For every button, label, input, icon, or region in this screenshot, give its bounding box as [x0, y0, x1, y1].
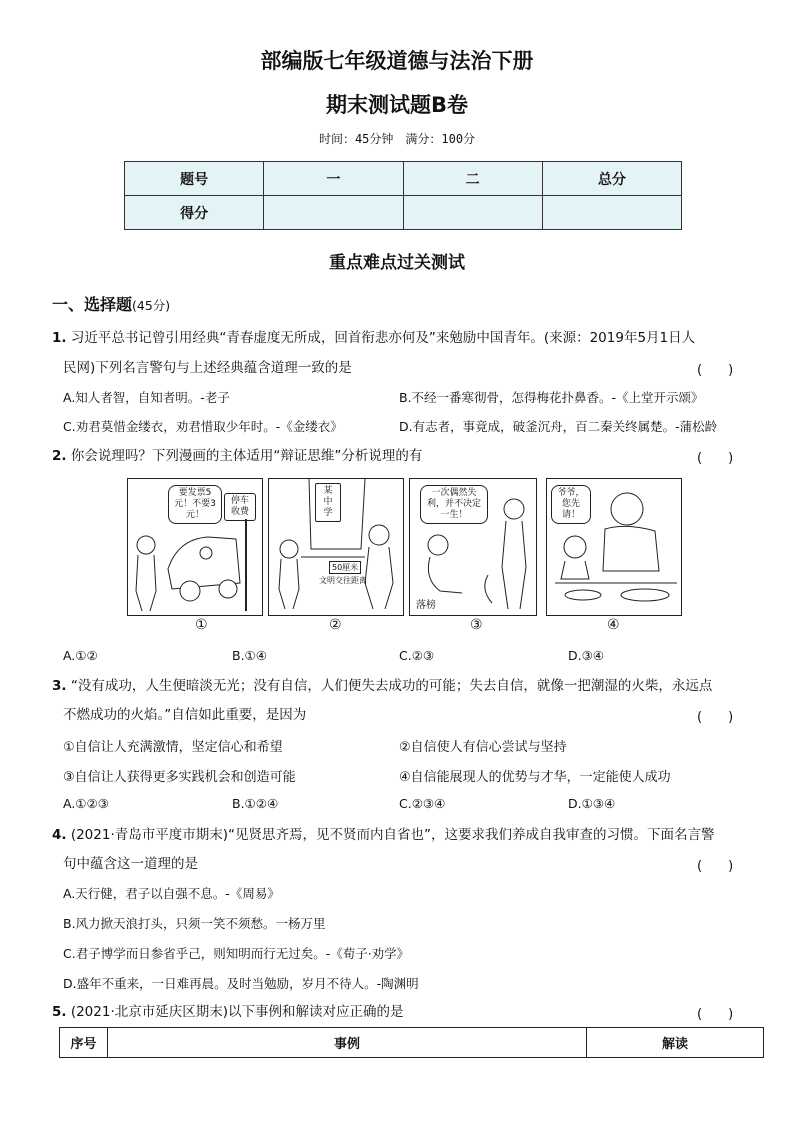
- comic-label-1: ①: [195, 617, 208, 633]
- q3-option-b[interactable]: B.①②④: [232, 796, 279, 811]
- q3-statement-1: ①自信让人充满激情，坚定信心和希望: [63, 740, 283, 755]
- answer-paren[interactable]: ( ): [697, 859, 734, 874]
- comic-label-4: ④: [607, 617, 620, 633]
- q1-line1: [52, 328, 695, 348]
- q1-line2: 民网)下列名言警句与上述经典蕴含道理一致的是: [63, 360, 352, 376]
- q3-line1: [52, 676, 712, 696]
- q3-option-d[interactable]: D.①③④: [568, 796, 616, 811]
- comic-panel-2: [268, 478, 404, 616]
- school-sign: 某中学: [315, 483, 341, 522]
- distance-caption: 文明交往距离: [319, 576, 367, 585]
- q4-option-a[interactable]: A.天行健，君子以自强不息。-《周易》: [63, 886, 280, 901]
- score-cell[interactable]: [264, 196, 403, 230]
- q5-table: [59, 1027, 764, 1058]
- q3-statement-2: ②自信使人有信心尝试与坚持: [399, 740, 567, 755]
- speech-bubble: 要发票5元！不要3元！: [168, 485, 222, 524]
- comic-drawing-4: [547, 479, 681, 615]
- score-cell[interactable]: [542, 196, 681, 230]
- q3-number: 3.: [52, 678, 67, 694]
- q4-number: 4.: [52, 827, 67, 843]
- exam-meta: 时间：45分钟 满分：100分: [318, 132, 476, 146]
- score-table: [124, 161, 682, 230]
- q1-option-c[interactable]: C.劝君莫惜金缕衣，劝君惜取少年时。-《金缕衣》: [63, 419, 343, 434]
- comic-drawing-1: [128, 479, 262, 615]
- score-header-cell: 一: [264, 162, 403, 196]
- q2-option-c[interactable]: C.②③: [399, 648, 435, 663]
- comic-label-2: ②: [329, 617, 342, 633]
- q5-header-index: 序号: [60, 1028, 108, 1058]
- distance-tag: 50厘米: [329, 561, 361, 574]
- q2-number: 2.: [52, 448, 67, 464]
- score-header-cell: 总分: [542, 162, 681, 196]
- parking-sign: 停车收费: [224, 493, 256, 521]
- score-header-cell: 题号: [125, 162, 264, 196]
- q3-statement-3: ③自信让人获得更多实践机会和创造可能: [63, 770, 296, 785]
- q2-line1: [52, 446, 422, 466]
- comic-panel-3: [409, 478, 537, 616]
- q5-number: 5.: [52, 1004, 67, 1020]
- speech-bubble: 爷爷，您先请！: [551, 485, 591, 524]
- q3-text: “没有成功，人生便暗淡无光；没有自信，人们便失去成功的可能；失去自信，就像一把潮湿的火柴，永远点: [70, 678, 713, 694]
- part-title: 一、选择题: [52, 295, 133, 314]
- part-heading: [52, 292, 170, 315]
- q1-number: 1.: [52, 330, 67, 346]
- q4-option-d[interactable]: D.盛年不重来，一日难再晨。及时当勉励，岁月不待人。-陶渊明: [63, 976, 419, 991]
- q2-text: 你会说理吗？下列漫画的主体适用“辩证思维”分析说理的有: [70, 448, 423, 464]
- q1-option-d[interactable]: D.有志者，事竟成，破釜沉舟，百二秦关终属楚。-蒲松龄: [399, 419, 718, 434]
- q3-line2: 不燃成功的火焰。”自信如此重要，是因为: [63, 707, 307, 723]
- comic-panel-4: [546, 478, 682, 616]
- q1-text: 习近平总书记曾引用经典“青春虚度无所成，回首衔悲亦何及”来勉励中国青年。(来源：2019年5月1日人: [70, 330, 696, 346]
- q5-header-case: 事例: [108, 1028, 587, 1058]
- part-points: (45分): [132, 298, 171, 313]
- q4-option-c[interactable]: C.君子博学而日参省乎己，则知明而行无过矣。-《荀子·劝学》: [63, 946, 410, 961]
- answer-paren[interactable]: ( ): [697, 710, 734, 725]
- fail-label: 落榜: [416, 600, 436, 611]
- doc-subtitle: 期末测试题B卷: [325, 93, 468, 117]
- q2-option-a[interactable]: A.①②: [63, 648, 98, 663]
- answer-paren[interactable]: ( ): [697, 451, 734, 466]
- q1-option-b[interactable]: B.不经一番寒彻骨，怎得梅花扑鼻香。-《上堂开示颂》: [399, 390, 704, 405]
- q1-option-a[interactable]: A.知人者智，自知者明。-老子: [63, 390, 230, 405]
- q2-option-b[interactable]: B.①④: [232, 648, 267, 663]
- q4-line2: 句中蕴含这一道理的是: [63, 856, 198, 872]
- q4-line1: [52, 825, 715, 845]
- q4-text: (2021·青岛市平度市期末)“见贤思齐焉，见不贤而内自省也”，这要求我们养成自我审查的习惯。下面名言警: [70, 827, 715, 843]
- q5-header-interpret: 解读: [587, 1028, 764, 1058]
- q2-option-d[interactable]: D.③④: [568, 648, 605, 663]
- score-row-label: 得分: [125, 196, 264, 230]
- comic-label-3: ③: [470, 617, 483, 633]
- q5-text: (2021·北京市延庆区期末)以下事例和解读对应正确的是: [70, 1004, 404, 1020]
- score-cell[interactable]: [403, 196, 542, 230]
- q5-line1: [52, 1002, 404, 1022]
- section-heading: 重点难点过关测试: [329, 253, 465, 273]
- q4-option-b[interactable]: B.风力掀天浪打头，只须一笑不须愁。一杨万里: [63, 916, 326, 931]
- comic-drawing-3: [410, 479, 536, 615]
- score-header-cell: 二: [403, 162, 542, 196]
- doc-title: 部编版七年级道德与法治下册: [260, 49, 534, 73]
- q3-statement-4: ④自信能展现人的优势与才华，一定能使人成功: [399, 770, 671, 785]
- q3-option-a[interactable]: A.①②③: [63, 796, 109, 811]
- comic-panel-1: [127, 478, 263, 616]
- q3-option-c[interactable]: C.②③④: [399, 796, 446, 811]
- answer-paren[interactable]: ( ): [697, 363, 734, 378]
- comic-drawing-2: [269, 479, 403, 615]
- answer-paren[interactable]: ( ): [697, 1007, 734, 1022]
- speech-bubble: 一次偶然失利，并不决定一生！: [420, 485, 488, 524]
